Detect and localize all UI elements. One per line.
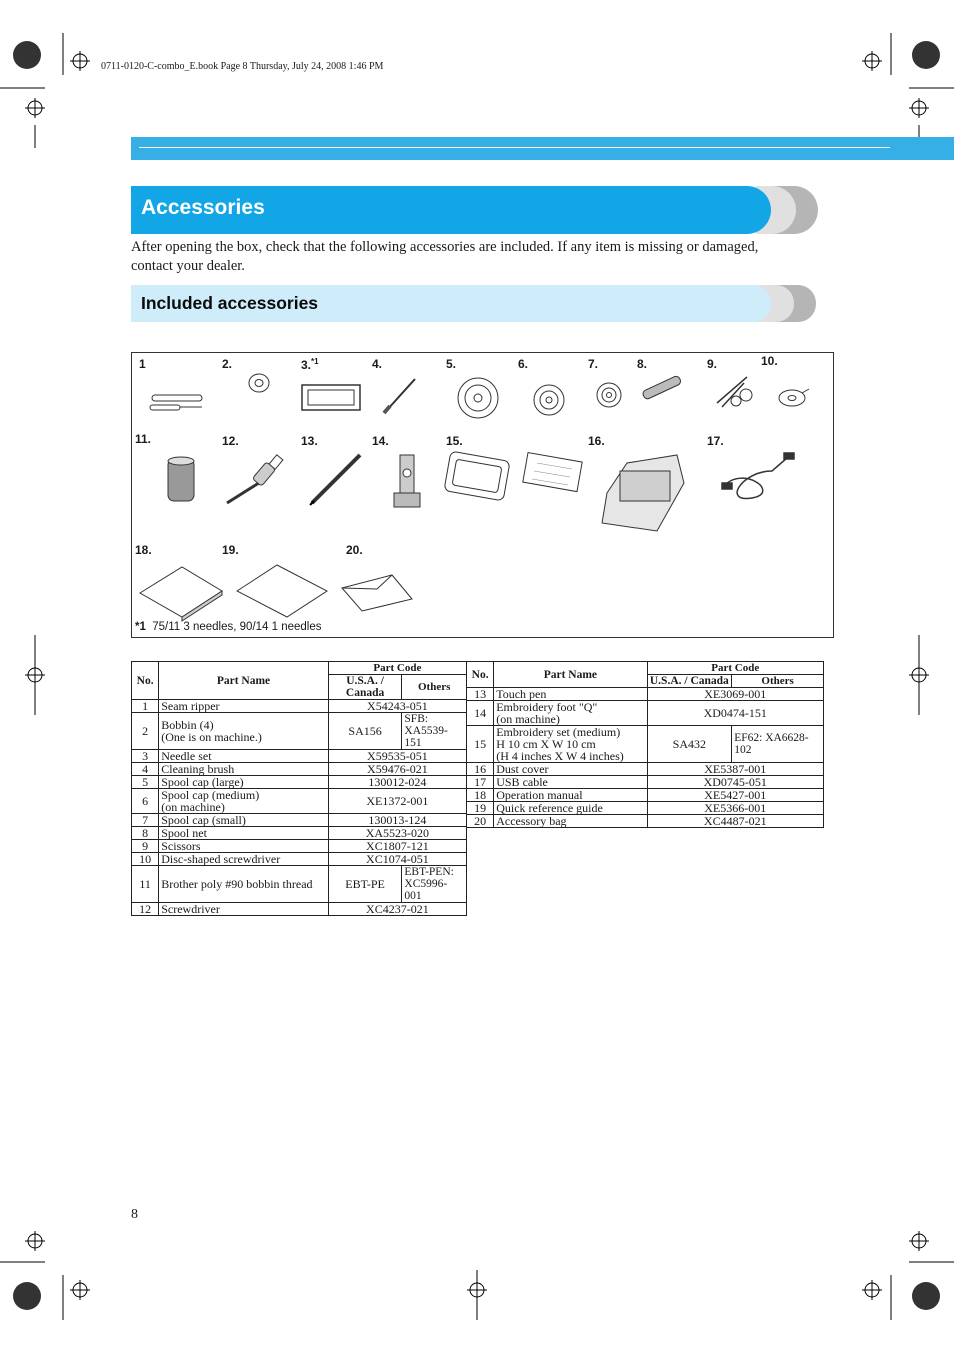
table-row — [132, 903, 467, 916]
acc-label-11: 11. — [135, 432, 152, 446]
section-title: Included accessories — [141, 293, 319, 313]
part-code: X59535-051 — [328, 750, 466, 763]
table-row — [467, 726, 824, 763]
part-code: XE1372-001 — [328, 789, 466, 814]
screwdriver-icon — [227, 455, 283, 503]
part-name — [494, 726, 647, 763]
part-code: XD0745-051 — [647, 776, 824, 789]
part-name — [159, 814, 329, 827]
table-row — [132, 866, 467, 903]
top-color-bar — [131, 137, 954, 160]
col-header-usa: U.S.A. / Canada — [328, 675, 402, 700]
col-header-others: Others — [402, 675, 467, 700]
part-code: XE3069-001 — [647, 688, 824, 701]
operation-manual-icon — [140, 567, 222, 621]
row-number: 20 — [467, 815, 494, 828]
part-name-text: Screwdriver — [161, 902, 220, 916]
row-number: 19 — [467, 802, 494, 815]
row-number: 5 — [132, 776, 159, 789]
part-code: X54243-051 — [328, 700, 466, 713]
parts-table-left — [131, 661, 467, 916]
accessory-drawings — [132, 353, 833, 637]
part-name — [494, 763, 647, 776]
part-code: XE5427-001 — [647, 789, 824, 802]
part-name-text: Scissors — [161, 839, 201, 853]
table-row — [467, 802, 824, 815]
footnote: *1 75/11 3 needles, 90/14 1 needles — [135, 621, 322, 633]
row-number: 14 — [467, 701, 494, 726]
row-number: 15 — [467, 726, 494, 763]
row-number: 1 — [132, 700, 159, 713]
col-header-part-code: Part Code — [647, 662, 824, 675]
part-code: XC1074-051 — [328, 853, 466, 866]
spool-cap-medium-icon — [534, 385, 564, 415]
acc-label-15: 15. — [446, 434, 463, 448]
row-number: 13 — [467, 688, 494, 701]
table-row — [467, 688, 824, 701]
part-code-others: EBT-PEN: XC5996-001 — [402, 866, 467, 903]
part-code: X59476-021 — [328, 763, 466, 776]
part-name-text: Embroidery set (medium) — [496, 725, 621, 739]
part-name-text: Embroidery foot "Q" — [496, 700, 598, 714]
table-row — [467, 815, 824, 828]
col-header-part-name: Part Name — [159, 662, 329, 700]
row-number: 10 — [132, 853, 159, 866]
acc-label-18: 18. — [135, 543, 152, 557]
part-name — [494, 701, 647, 726]
quick-reference-guide-icon — [237, 565, 327, 617]
parts-table-right — [466, 661, 824, 828]
row-number: 18 — [467, 789, 494, 802]
part-name-note: H 10 cm X W 10 cm — [496, 737, 596, 751]
part-name-text: Brother poly #90 bobbin thread — [161, 877, 313, 891]
part-name-text: USB cable — [496, 775, 548, 789]
part-name — [159, 750, 329, 763]
accessory-bag-icon — [342, 575, 412, 611]
table-row — [132, 840, 467, 853]
part-code: XC4487-021 — [647, 815, 824, 828]
acc-label-20: 20. — [346, 543, 363, 557]
part-name — [159, 763, 329, 776]
row-number: 8 — [132, 827, 159, 840]
page-title: Accessories — [141, 196, 265, 219]
part-name — [494, 802, 647, 815]
part-code-others: EF62: XA6628-102 — [732, 726, 824, 763]
acc-label-17: 17. — [707, 434, 724, 448]
acc-label-8: 8. — [637, 357, 648, 371]
part-name-text: Spool cap (large) — [161, 775, 244, 789]
section-band — [131, 285, 771, 322]
acc-label-9: 9. — [707, 357, 718, 371]
part-name-text: Spool cap (medium) — [161, 788, 260, 802]
acc-label-2: 2. — [222, 357, 233, 371]
part-name — [159, 866, 329, 903]
col-header-no: No. — [132, 662, 159, 700]
row-number: 2 — [132, 713, 159, 750]
acc-label-12: 12. — [222, 434, 239, 448]
part-name — [159, 827, 329, 840]
part-name-note: (on machine) — [161, 800, 225, 814]
spool-cap-small-icon — [597, 383, 621, 407]
embroidery-foot-icon — [394, 455, 420, 507]
title-band — [131, 186, 771, 234]
row-number: 7 — [132, 814, 159, 827]
part-name — [159, 853, 329, 866]
part-code: XA5523-020 — [328, 827, 466, 840]
row-number: 3 — [132, 750, 159, 763]
part-name-text: Accessory bag — [496, 814, 567, 828]
row-number: 11 — [132, 866, 159, 903]
row-number: 6 — [132, 789, 159, 814]
col-header-part-name: Part Name — [494, 662, 647, 688]
part-name-text: Cleaning brush — [161, 762, 235, 776]
part-name — [159, 789, 329, 814]
part-name-text: Touch pen — [496, 687, 547, 701]
col-header-part-code: Part Code — [328, 662, 466, 675]
acc-label-3: 3.$^{*1}$ — [301, 357, 319, 372]
acc-label-5: 5. — [446, 357, 457, 371]
table-row — [132, 750, 467, 763]
part-name — [494, 789, 647, 802]
part-name — [159, 700, 329, 713]
disc-screwdriver-icon — [779, 389, 809, 406]
row-number: 9 — [132, 840, 159, 853]
needle-set-icon — [302, 385, 360, 410]
part-name-text: Spool net — [161, 826, 207, 840]
table-row — [132, 789, 467, 814]
seam-ripper-icon — [150, 395, 202, 410]
part-name — [494, 815, 647, 828]
part-code: 130013-124 — [328, 814, 466, 827]
part-name-text: Spool cap (small) — [161, 813, 246, 827]
part-name — [159, 776, 329, 789]
table-row — [467, 701, 824, 726]
acc-label-4: 4. — [372, 357, 383, 371]
touch-pen-icon — [310, 455, 360, 505]
part-name-text: Disc-shaped screwdriver — [161, 852, 281, 866]
part-name-note: (on machine) — [496, 712, 560, 726]
row-number: 16 — [467, 763, 494, 776]
part-code: XC1807-121 — [328, 840, 466, 853]
acc-label-10: 10. — [761, 354, 778, 368]
part-name-text: Quick reference guide — [496, 801, 603, 815]
col-header-others: Others — [732, 675, 824, 688]
acc-label-13: 13. — [301, 434, 318, 448]
part-name — [159, 840, 329, 853]
embroidery-frame-icon — [444, 451, 510, 501]
accessories-illustration-box — [131, 352, 834, 638]
table-row — [132, 776, 467, 789]
part-code: 130012-024 — [328, 776, 466, 789]
table-row — [132, 713, 467, 750]
dust-cover-icon — [602, 455, 684, 531]
table-row — [132, 853, 467, 866]
part-name — [159, 903, 329, 916]
part-name-note: (One is on machine.) — [161, 730, 262, 744]
part-code: XD0474-151 — [647, 701, 824, 726]
part-name — [159, 713, 329, 750]
part-code-usa: SA432 — [647, 726, 732, 763]
part-code: XE5387-001 — [647, 763, 824, 776]
bobbin-thread-icon — [168, 457, 194, 501]
table-row — [467, 789, 824, 802]
table-row — [132, 827, 467, 840]
row-number: 12 — [132, 903, 159, 916]
part-code-others: SFB: XA5539-151 — [402, 713, 467, 750]
scissors-icon — [717, 377, 752, 407]
acc-label-6: 6. — [518, 357, 529, 371]
spool-cap-large-icon — [458, 378, 498, 418]
acc-label-1: 1 — [139, 357, 146, 371]
table-row — [132, 700, 467, 713]
bobbin-icon — [249, 374, 269, 392]
table-row — [467, 776, 824, 789]
part-name-text: Seam ripper — [161, 699, 220, 713]
embroidery-sheet-icon — [523, 453, 582, 492]
row-number: 17 — [467, 776, 494, 789]
spool-net-icon — [642, 375, 682, 400]
part-name-text: Operation manual — [496, 788, 583, 802]
table-row — [467, 763, 824, 776]
intro-text: After opening the box, check that the following accessories are included. If any item is missing or damaged, contact your dealer. — [131, 239, 759, 274]
file-header: 0711-0120-C-combo_E.book Page 8 Thursday, July 24, 2008 1:46 PM — [101, 61, 384, 72]
part-name — [494, 688, 647, 701]
part-name-text: Dust cover — [496, 762, 549, 776]
table-row — [132, 763, 467, 776]
cleaning-brush-icon — [384, 379, 415, 413]
part-name — [494, 776, 647, 789]
col-header-usa: U.S.A. / Canada — [647, 675, 732, 688]
part-code-usa: EBT-PE — [328, 866, 402, 903]
acc-label-14: 14. — [372, 434, 389, 448]
part-name-note: (H 4 inches X W 4 inches) — [496, 749, 624, 763]
part-code: XE5366-001 — [647, 802, 824, 815]
page-number: 8 — [131, 1207, 138, 1222]
acc-label-16: 16. — [588, 434, 605, 448]
col-header-no: No. — [467, 662, 494, 688]
part-name-text: Needle set — [161, 749, 212, 763]
part-code-usa: SA156 — [328, 713, 402, 750]
part-code: XC4237-021 — [328, 903, 466, 916]
row-number: 4 — [132, 763, 159, 776]
table-row — [132, 814, 467, 827]
part-name-text: Bobbin (4) — [161, 718, 214, 732]
acc-label-19: 19. — [222, 543, 239, 557]
usb-cable-icon — [722, 453, 794, 499]
acc-label-7: 7. — [588, 357, 599, 371]
